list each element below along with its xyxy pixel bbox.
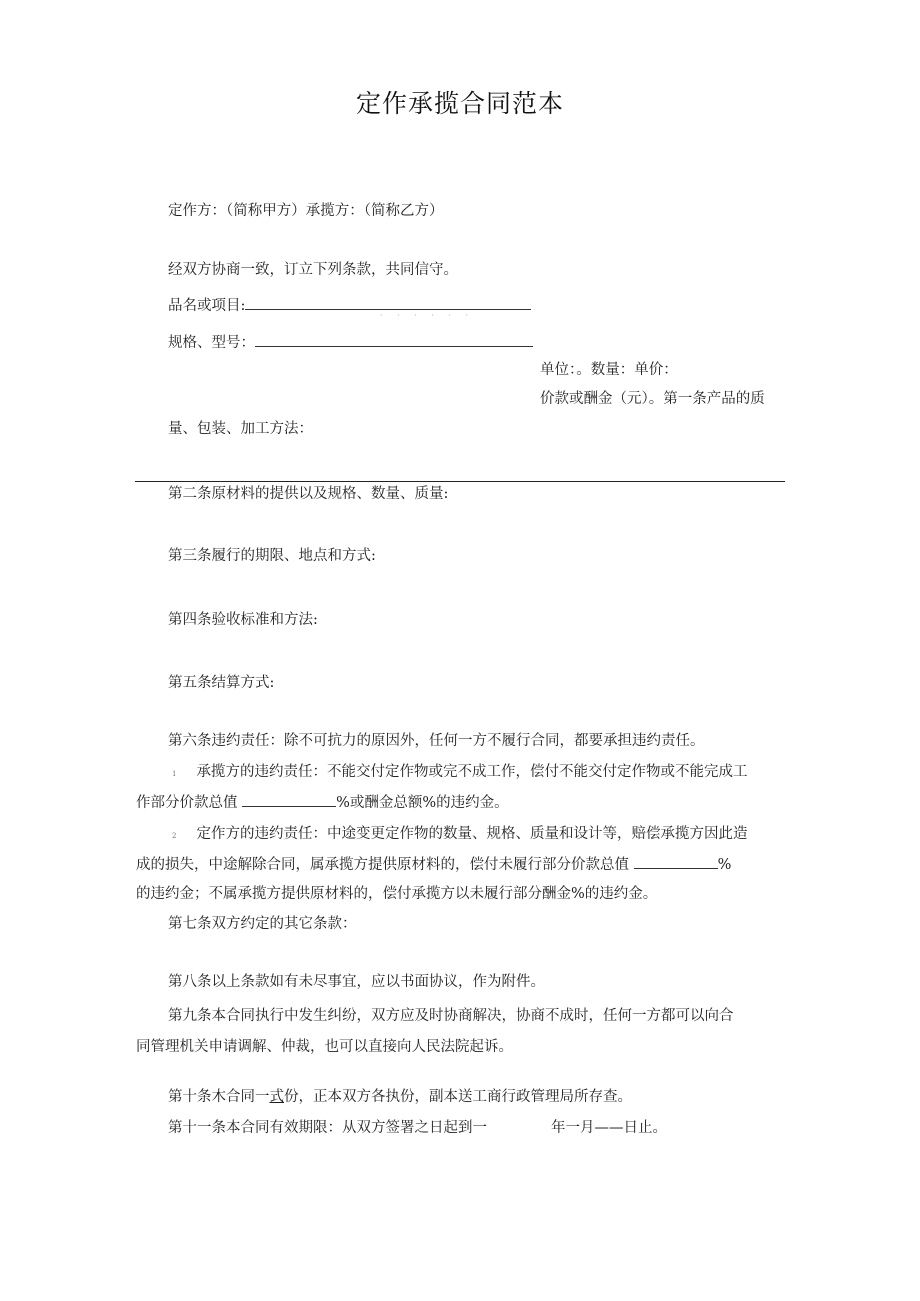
spec-blank[interactable] bbox=[255, 332, 533, 347]
article-1-continued: 量、包装、加工方法： bbox=[168, 421, 313, 437]
item-marker-1: 1 bbox=[172, 770, 177, 778]
article-6: 第六条违约责任：除不可抗力的原因外，任何一方不履行合同，都要承担违约责任。 bbox=[168, 733, 705, 749]
article-6-2-line-a: 2 定作方的违约责任：中途变更定作物的数量、规格、质量和设计等，赔偿承揽方因此造 bbox=[172, 826, 748, 842]
product-name-blank[interactable] bbox=[245, 295, 531, 310]
price-line: 价款或酬金（元）。第一条产品的质 bbox=[540, 391, 765, 407]
article-11: 第十一条本合同有效期限：从双方签署之日起到一 年一月——日止。 bbox=[168, 1120, 667, 1136]
parties-line: 定作方：（简称甲方）承揽方：（简称乙方） bbox=[168, 203, 444, 219]
intro-line: 经双方协商一致，订立下列条款，共同信守。 bbox=[168, 262, 458, 278]
section-rule bbox=[135, 481, 785, 482]
article-7: 第七条双方约定的其它条款： bbox=[168, 916, 357, 932]
article-3: 第三条履行的期限、地点和方式: bbox=[168, 548, 376, 564]
product-name-label: 品名或项目: bbox=[168, 298, 246, 314]
article-6-2-line-c: 的违约金；不属承揽方提供原材料的，偿付承揽方以未履行部分酬金%的违约金。 bbox=[136, 886, 658, 902]
penalty-percent-blank-2[interactable] bbox=[634, 854, 718, 869]
item-marker-2: 2 bbox=[172, 832, 177, 840]
article-9-line-a: 第九条本合同执行中发生纠纷，双方应及时协商解决，协商不成时，任何一方都可以向合 bbox=[168, 1008, 734, 1024]
article-6-1-line-b: 作部分价款总值 %或酬金总额%的违约金。 bbox=[136, 792, 509, 813]
product-name-row bbox=[168, 295, 531, 316]
article-8: 第八条以上条款如有未尽事宜，应以书面协议，作为附件。 bbox=[168, 974, 545, 990]
article-9-line-b: 同管理机关申请调解、仲裁，也可以直接向人民法院起诉。 bbox=[136, 1039, 513, 1055]
article-5: 第五条结算方式: bbox=[168, 675, 275, 691]
article-6-1-line-a: 1 承揽方的违约责任：不能交付定作物或完不成工作，偿付不能交付定作物或不能完成工 bbox=[172, 764, 748, 780]
document-title: 定作承揽合同范本 bbox=[355, 89, 564, 118]
faint-marks: · · · · · · bbox=[380, 311, 474, 320]
article-6-2-line-b: 成的损失，中途解除合同，属承揽方提供原材料的，偿付未履行部分价款总值 % bbox=[136, 854, 731, 875]
article-10: 第十条木合同一式份，正本双方各执份，副本送工商行政管理局所存查。 bbox=[168, 1089, 632, 1105]
penalty-percent-blank-1[interactable] bbox=[242, 792, 336, 807]
unit-line: 单位：。数量：单价： bbox=[540, 362, 678, 378]
spec-row bbox=[168, 332, 533, 353]
spec-label: 规格、型号： bbox=[168, 335, 255, 351]
article-2: 第二条原材料的提供以及规格、数量、质量: bbox=[168, 486, 449, 502]
article-4: 第四条验收标准和方法: bbox=[168, 612, 318, 628]
